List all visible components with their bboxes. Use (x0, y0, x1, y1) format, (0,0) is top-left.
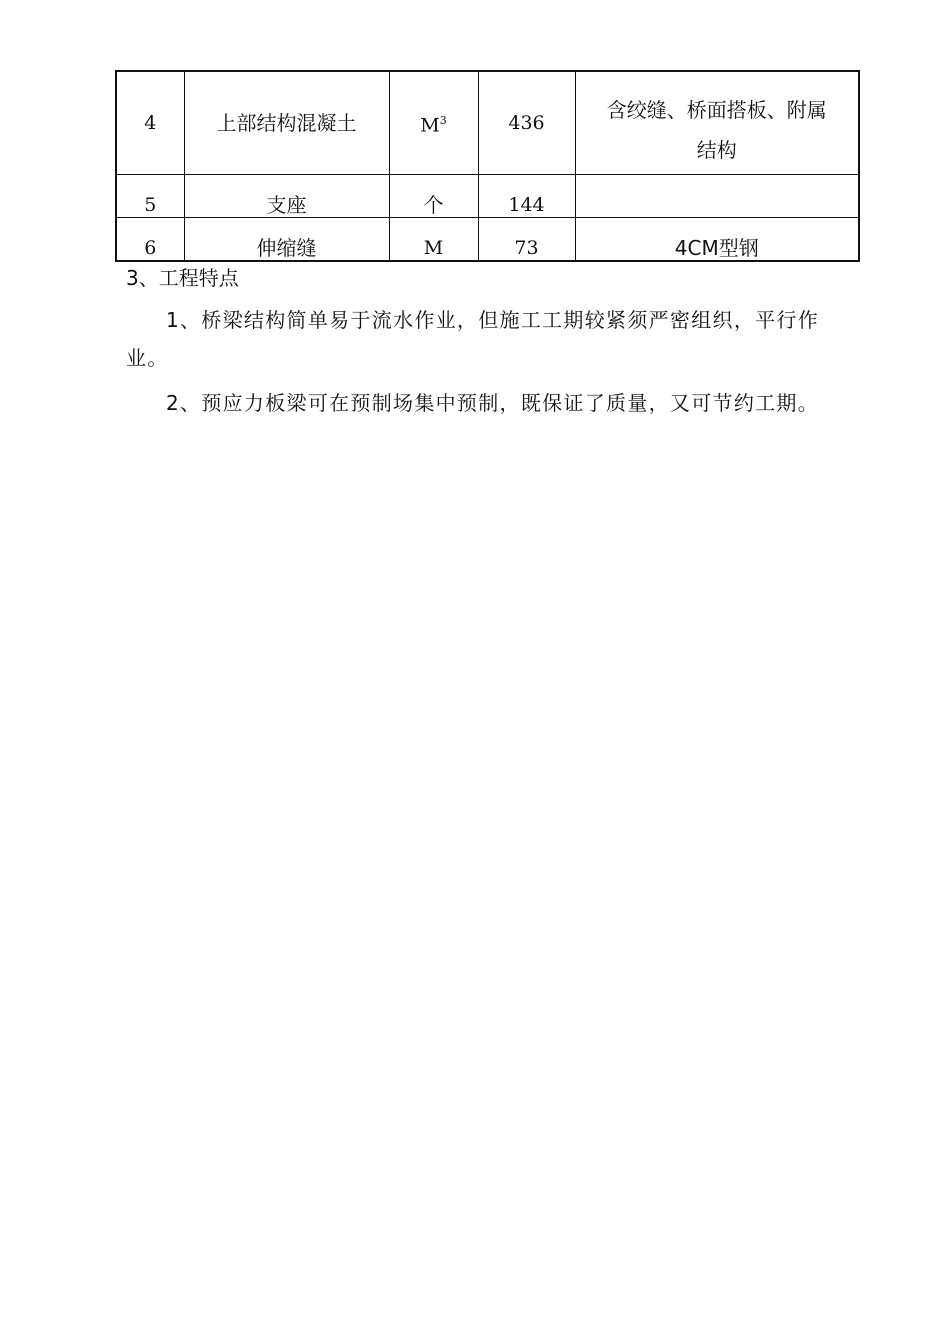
row-number: 6 (116, 218, 184, 262)
note-cell (575, 175, 859, 218)
table-row (116, 175, 859, 218)
row-number: 5 (116, 175, 184, 218)
note-cell (575, 71, 859, 175)
note-line-1: 含绞缝、桥面搭板、附属 (606, 98, 827, 122)
unit-text: M (420, 114, 440, 137)
table-row (116, 71, 859, 175)
paragraph: 1、桥梁结构简单易于流水作业，但施工工期较紧须严密组织，平行作业。 (126, 308, 820, 370)
unit-cell: 个 (389, 175, 478, 218)
paragraph: 2、预应力板梁可在预制场集中预制，既保证了质量，又可节约工期。 (166, 391, 820, 415)
quantity-value: 436 (478, 71, 575, 175)
note-cell: 4CM型钢 (575, 218, 859, 262)
item-name: 上部结构混凝土 (184, 71, 389, 175)
row-number: 4 (116, 71, 184, 175)
unit-cell (389, 71, 478, 175)
quantity-value: 144 (478, 175, 575, 218)
unit-superscript: 3 (439, 113, 447, 127)
item-name: 伸缩缝 (184, 218, 389, 262)
unit-cell: M (389, 218, 478, 262)
item-name: 支座 (184, 175, 389, 218)
note-line-2: 结构 (696, 138, 737, 162)
table-row (116, 218, 859, 262)
quantity-value: 73 (478, 218, 575, 262)
quantity-table (115, 70, 860, 262)
section-heading: 3、工程特点 (126, 266, 239, 290)
